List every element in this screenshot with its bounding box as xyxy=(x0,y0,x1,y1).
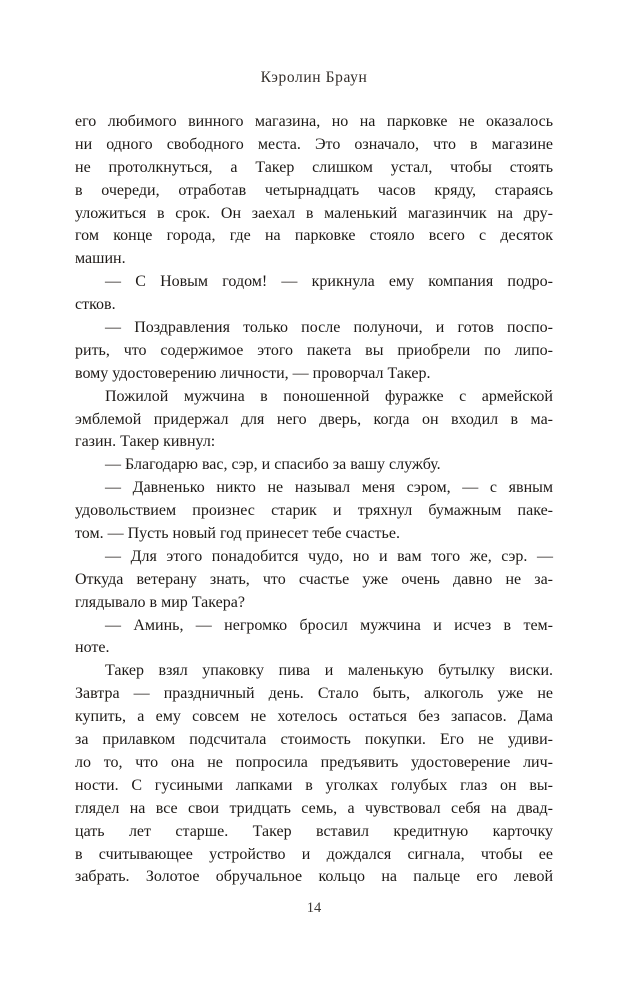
text-line: — Поздравления только после полуночи, и готов поспо- xyxy=(105,319,553,337)
running-header: Кэролин Браун xyxy=(260,69,368,86)
text-line: машин. xyxy=(75,250,126,268)
text-line: вому удостоверению личности, — проворчал Такер. xyxy=(75,364,431,382)
text-line: гом конце города, где на парковке стояло всего с десяток xyxy=(75,227,553,245)
text-line: удовольствием произнес старик и тряхнул бумажным паке- xyxy=(75,502,553,520)
text-line: — С Новым годом! — крикнула ему компания подро- xyxy=(105,273,553,291)
text-line: — Давненько никто не называл меня сэром, — с явным xyxy=(105,479,553,497)
text-line: эмблемой придержал для него дверь, когда он входил в ма- xyxy=(75,410,553,428)
text-line: его любимого винного магазина, но на парковке не оказалось xyxy=(75,113,553,130)
text-line: Пожилой мужчина в поношенной фуражке с армейской xyxy=(105,387,553,405)
text-line: ноте. xyxy=(75,639,110,657)
text-line: уложиться в срок. Он заехал в маленький магазинчик на дру- xyxy=(75,204,553,222)
text-line: забрать. Золотое обручальное кольцо на пальце его левой xyxy=(75,868,553,886)
text-line: рить, что содержимое этого пакета вы приобрели по липо- xyxy=(75,341,553,359)
text-line: ни одного свободного места. Это означало, что в магазине xyxy=(75,135,553,153)
text-line: ло то, что она не попросила предъявить удостоверение лич- xyxy=(75,753,553,771)
text-line: Такер взял упаковку пива и маленькую бутылку виски. xyxy=(105,662,553,680)
text-line: не протолкнуться, а Такер слишком устал, чтобы стоять xyxy=(75,158,553,176)
text-line: в очереди, отработав четырнадцать часов кряду, стараясь xyxy=(75,181,553,199)
text-line: Откуда ветерану знать, что счастье уже очень давно не за- xyxy=(75,570,553,588)
text-line: ности. С гусиными лапками в уголках голубых глаз он вы- xyxy=(75,776,553,794)
text-line: — Благодарю вас, сэр, и спасибо за вашу службу. xyxy=(105,456,441,474)
text-line: глядел на все свои тридцать семь, а чувствовал себя на двад- xyxy=(75,799,553,817)
text-line: купить, а ему совсем не хотелось остаться без запасов. Дама xyxy=(75,708,553,726)
text-line: стков. xyxy=(75,296,116,314)
text-line: Завтра — праздничный день. Стало быть, алкоголь уже не xyxy=(75,685,553,703)
text-line: — Аминь, — негромко бросил мужчина и исчез в тем- xyxy=(105,616,553,634)
text-line: газин. Такер кивнул: xyxy=(75,433,216,451)
page-number: 14 xyxy=(306,900,322,916)
text-line: в считывающее устройство и дождался сигнала, чтобы ее xyxy=(75,845,553,863)
text-line: том. — Пусть новый год принесет тебе счастье. xyxy=(75,525,400,543)
body-text xyxy=(75,111,553,889)
text-line: за прилавком подсчитала стоимость покупки. Его не удиви- xyxy=(75,731,553,749)
text-line: — Для этого понадобится чудо, но и вам того же, сэр. — xyxy=(105,547,553,565)
text-line: глядывало в мир Такера? xyxy=(75,593,245,611)
text-line: цать лет старше. Такер вставил кредитную карточку xyxy=(75,822,553,840)
